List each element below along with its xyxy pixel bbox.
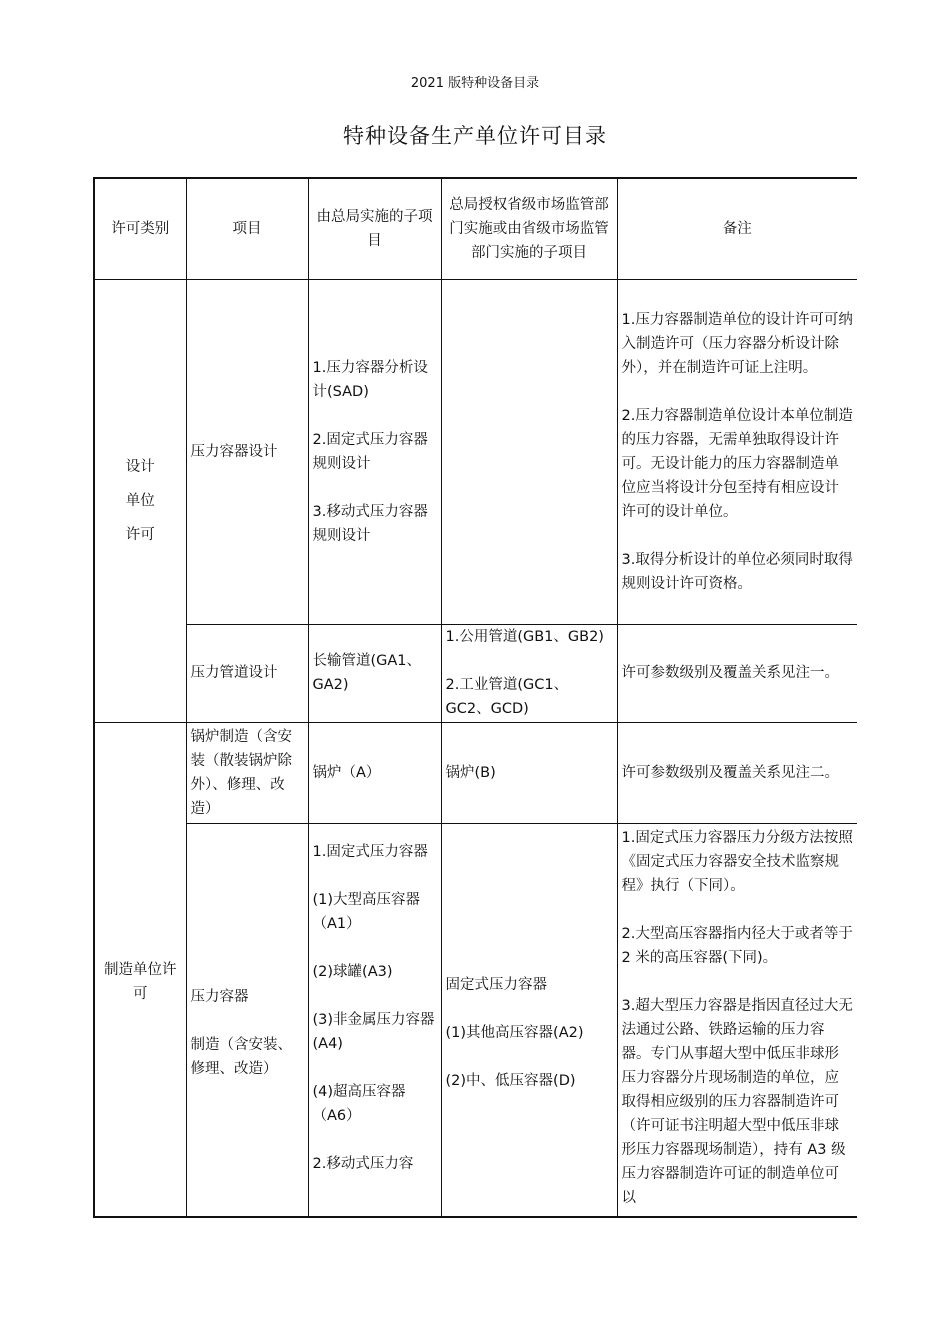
item-cell: 压力管道设计 <box>186 624 308 722</box>
table-row <box>94 823 857 1218</box>
license-table <box>93 177 857 1218</box>
item-cell: 锅炉制造（含安装（散装锅炉除外）、修理、改造） <box>186 722 308 823</box>
central-cell: 1.压力容器分析设计(SAD) 2.固定式压力容器规则设计 3.移动式压力容器规则设计 <box>308 279 441 624</box>
category-design: 设计 单位 许可 <box>94 279 186 722</box>
header-category: 许可类别 <box>94 178 186 279</box>
table-header-row <box>94 178 857 279</box>
central-cell: 长输管道(GA1、GA2) <box>308 624 441 722</box>
document-title: 特种设备生产单位许可目录 <box>343 124 607 148</box>
provincial-cell: 锅炉(B) <box>441 722 617 823</box>
category-manufacture: 制造单位许可 <box>94 722 186 1218</box>
provincial-cell <box>441 279 617 624</box>
document-header: 2021 版特种设备目录 <box>410 76 540 91</box>
header-remarks: 备注 <box>617 178 857 279</box>
item-cell: 压力容器设计 <box>186 279 308 624</box>
table-row <box>94 722 857 823</box>
table-row <box>94 279 857 624</box>
remarks-cell: 1.固定式压力容器压力分级方法按照《固定式压力容器安全技术监察规程》执行（下同）。 2.大型高压容器指内径大于或者等于 2 米的高压容器(下同)。 3.超大型压力容器是指因直径过大无法通过公路、铁路运输的压力容器。专门从事超大型中低压非球形压力容器分片现场制造的单位，应取得相应级别的压力容器制造许可（许可证书注明超大型中低压非球形压力容器现场制造），持有 A3 级压力容器制造许可证的制造单位可以 <box>617 823 857 1218</box>
item-cell: 压力容器 制造（含安装、修理、改造） <box>186 823 308 1218</box>
remarks-cell: 许可参数级别及覆盖关系见注二。 <box>617 722 857 823</box>
table-row <box>94 624 857 722</box>
header-central: 由总局实施的子项目 <box>308 178 441 279</box>
central-cell: 1.固定式压力容器 (1)大型高压容器（A1） (2)球罐(A3) (3)非金属压力容器(A4) (4)超高压容器（A6） 2.移动式压力容 <box>308 823 441 1218</box>
provincial-cell: 1.公用管道(GB1、GB2) 2.工业管道(GC1、GC2、GCD) <box>441 624 617 722</box>
header-provincial: 总局授权省级市场监管部门实施或由省级市场监管部门实施的子项目 <box>441 178 617 279</box>
license-table-container <box>93 177 857 1218</box>
remarks-cell: 1.压力容器制造单位的设计许可可纳入制造许可（压力容器分析设计除外），并在制造许可证上注明。 2.压力容器制造单位设计本单位制造的压力容器，无需单独取得设计许可。无设计能力的压力容器制造单位应当将设计分包至持有相应设计许可的设计单位。 3.取得分析设计的单位必须同时取得规则设计许可资格。 <box>617 279 857 624</box>
provincial-cell: 固定式压力容器 (1)其他高压容器(A2) (2)中、低压容器(D) <box>441 823 617 1218</box>
remarks-cell: 许可参数级别及覆盖关系见注一。 <box>617 624 857 722</box>
central-cell: 锅炉（A） <box>308 722 441 823</box>
header-item: 项目 <box>186 178 308 279</box>
